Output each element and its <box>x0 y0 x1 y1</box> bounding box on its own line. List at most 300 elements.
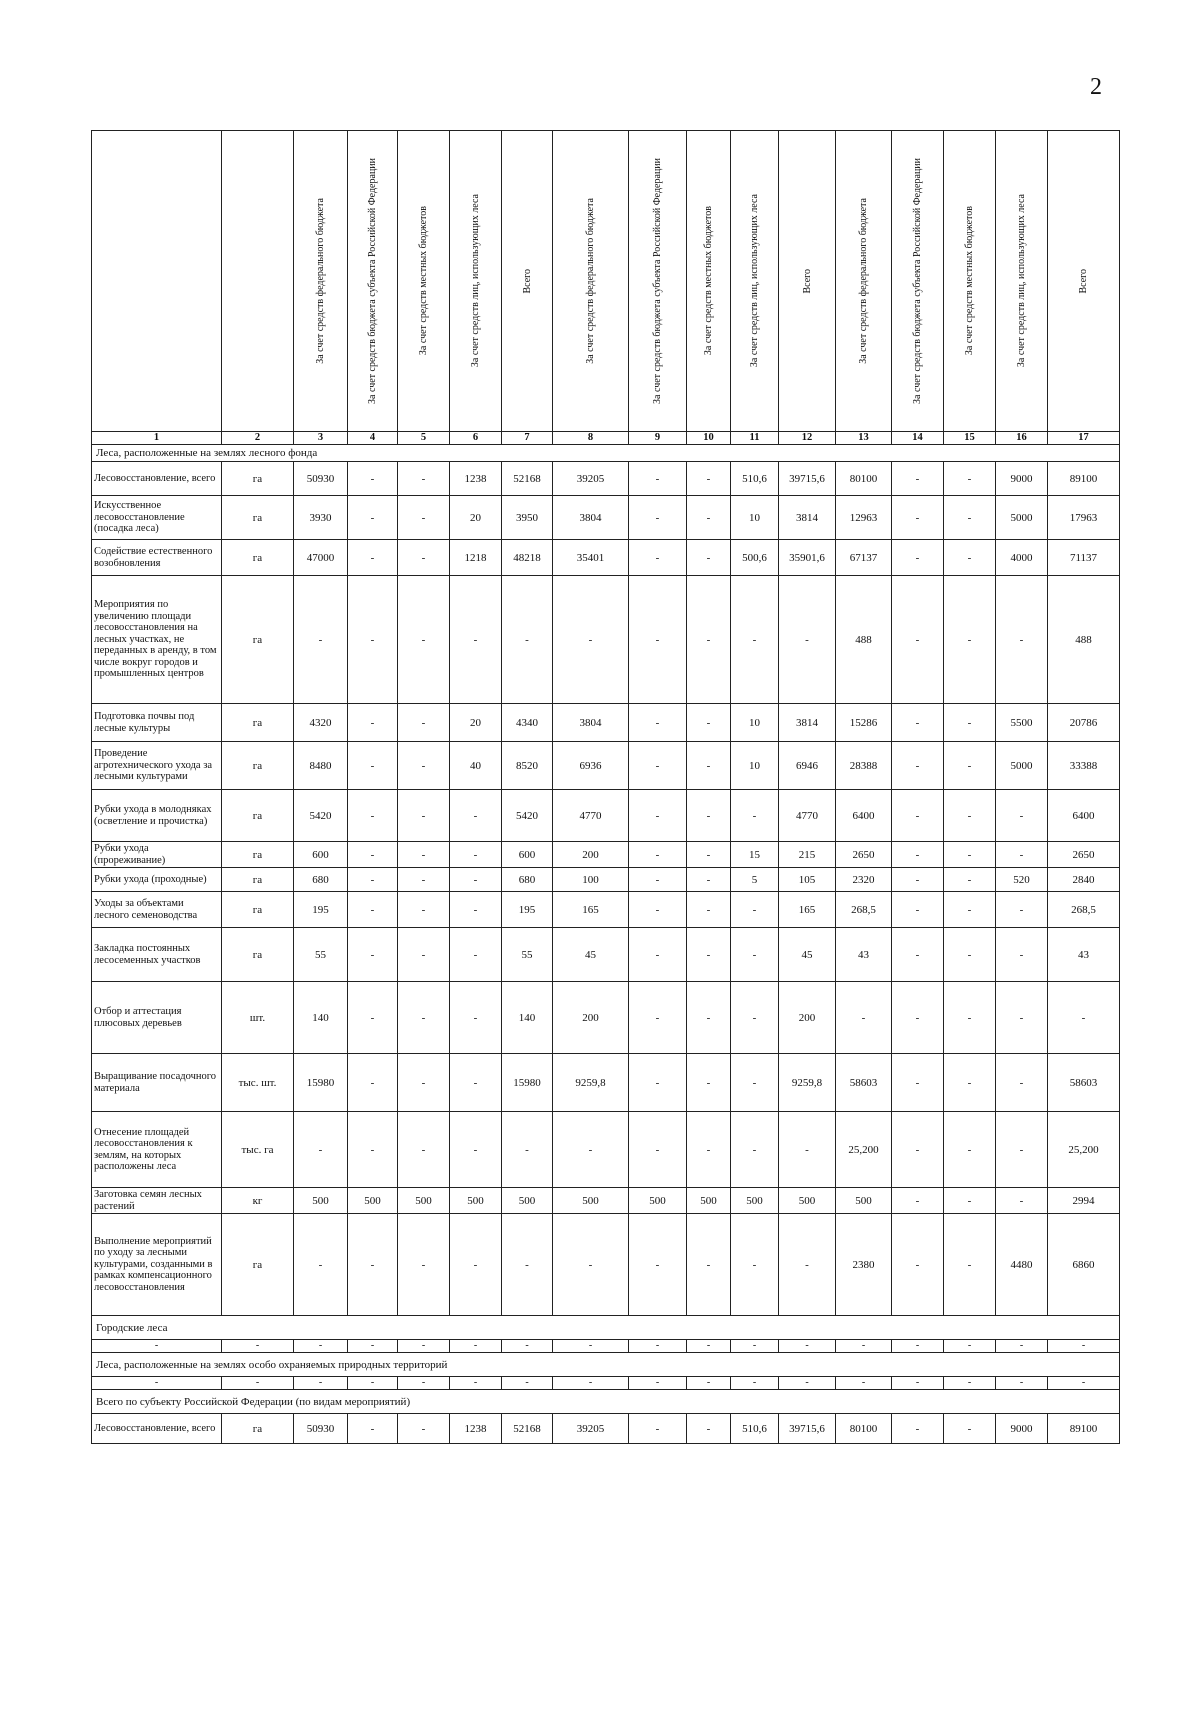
unit-cell: га <box>222 1214 294 1316</box>
value-cell: - <box>687 892 731 928</box>
value-cell: 89100 <box>1048 462 1120 496</box>
value-cell: 10 <box>731 496 779 540</box>
value-cell: 39205 <box>553 462 629 496</box>
value-cell: 500,6 <box>731 540 779 576</box>
section-row <box>92 1353 1120 1377</box>
dash-cell: - <box>92 1340 222 1353</box>
section-title: Леса, расположенные на землях лесного фонда <box>92 445 1120 462</box>
value-cell: - <box>944 842 996 868</box>
unit-cell: га <box>222 496 294 540</box>
value-cell: 5000 <box>996 742 1048 790</box>
value-cell: 500 <box>553 1188 629 1214</box>
header-cell: За счет средств бюджета субъекта Российской Федерации <box>348 131 398 432</box>
value-cell: 15 <box>731 842 779 868</box>
value-cell: 105 <box>779 868 836 892</box>
value-cell: - <box>944 892 996 928</box>
column-number: 6 <box>450 432 502 445</box>
value-cell: - <box>629 496 687 540</box>
value-cell: 3814 <box>779 496 836 540</box>
unit-cell: шт. <box>222 982 294 1054</box>
value-cell: - <box>892 790 944 842</box>
table-row <box>92 1112 1120 1188</box>
value-cell: 9000 <box>996 1414 1048 1444</box>
column-number: 4 <box>348 432 398 445</box>
value-cell: 50930 <box>294 462 348 496</box>
value-cell: - <box>687 1112 731 1188</box>
dash-cell: - <box>779 1340 836 1353</box>
value-cell: - <box>731 1214 779 1316</box>
unit-cell: га <box>222 790 294 842</box>
table-row <box>92 790 1120 842</box>
column-number: 11 <box>731 432 779 445</box>
value-cell: - <box>629 1112 687 1188</box>
value-cell: 500 <box>779 1188 836 1214</box>
value-cell: 510,6 <box>731 462 779 496</box>
section-row <box>92 1316 1120 1340</box>
value-cell: 100 <box>553 868 629 892</box>
header-cell: За счет средств лиц, использующих леса <box>731 131 779 432</box>
activity-name: Лесовосстановление, всего <box>92 462 222 496</box>
value-cell: 12963 <box>836 496 892 540</box>
unit-cell: га <box>222 576 294 704</box>
value-cell: 500 <box>294 1188 348 1214</box>
value-cell: 15980 <box>502 1054 553 1112</box>
value-cell: 33388 <box>1048 742 1120 790</box>
dash-cell: - <box>629 1377 687 1390</box>
column-number: 8 <box>553 432 629 445</box>
value-cell: 4480 <box>996 1214 1048 1316</box>
table-body <box>92 445 1120 1444</box>
value-cell: 200 <box>779 982 836 1054</box>
value-cell: - <box>502 576 553 704</box>
value-cell: - <box>892 576 944 704</box>
activity-name: Лесовосстановление, всего <box>92 1414 222 1444</box>
dash-cell: - <box>779 1377 836 1390</box>
activity-name: Подготовка почвы под лесные культуры <box>92 704 222 742</box>
activity-name: Рубки ухода (проходные) <box>92 868 222 892</box>
table-row <box>92 842 1120 868</box>
value-cell: 28388 <box>836 742 892 790</box>
section-title: Городские леса <box>92 1316 1120 1340</box>
value-cell: - <box>629 1414 687 1444</box>
value-cell: - <box>348 540 398 576</box>
value-cell: - <box>629 982 687 1054</box>
section-row <box>92 445 1120 462</box>
activity-name: Отнесение площадей лесовосстановления к землям, на которых расположены леса <box>92 1112 222 1188</box>
value-cell: 6400 <box>836 790 892 842</box>
header-cell <box>92 131 222 432</box>
unit-cell: га <box>222 868 294 892</box>
value-cell: 20786 <box>1048 704 1120 742</box>
value-cell: 488 <box>836 576 892 704</box>
value-cell: 4770 <box>553 790 629 842</box>
dash-cell: - <box>553 1340 629 1353</box>
value-cell: 500 <box>502 1188 553 1214</box>
value-cell: - <box>398 576 450 704</box>
table-row <box>92 1414 1120 1444</box>
value-cell: - <box>944 790 996 842</box>
value-cell: - <box>398 842 450 868</box>
value-cell: - <box>1048 982 1120 1054</box>
value-cell: - <box>892 1188 944 1214</box>
value-cell: 20 <box>450 704 502 742</box>
value-cell: - <box>348 462 398 496</box>
value-cell: - <box>892 704 944 742</box>
table-row <box>92 868 1120 892</box>
value-cell: - <box>348 1214 398 1316</box>
value-cell: - <box>687 576 731 704</box>
activity-name: Рубки ухода (прореживание) <box>92 842 222 868</box>
value-cell: 43 <box>1048 928 1120 982</box>
unit-cell: кг <box>222 1188 294 1214</box>
value-cell: - <box>398 892 450 928</box>
column-number: 9 <box>629 432 687 445</box>
value-cell: 3930 <box>294 496 348 540</box>
value-cell: - <box>450 842 502 868</box>
value-cell: 4770 <box>779 790 836 842</box>
value-cell: - <box>348 868 398 892</box>
value-cell: 268,5 <box>1048 892 1120 928</box>
section-row <box>92 1390 1120 1414</box>
header-cell: За счет средств лиц, использующих леса <box>450 131 502 432</box>
value-cell: - <box>779 1214 836 1316</box>
value-cell: 10 <box>731 704 779 742</box>
column-number: 15 <box>944 432 996 445</box>
value-cell: - <box>294 1112 348 1188</box>
dash-cell: - <box>731 1340 779 1353</box>
value-cell: 39715,6 <box>779 462 836 496</box>
value-cell: 20 <box>450 496 502 540</box>
value-cell: - <box>944 1214 996 1316</box>
column-number: 7 <box>502 432 553 445</box>
table-row <box>92 704 1120 742</box>
value-cell: - <box>892 462 944 496</box>
value-cell: - <box>944 462 996 496</box>
value-cell: 35901,6 <box>779 540 836 576</box>
value-cell: 5000 <box>996 496 1048 540</box>
value-cell: - <box>892 742 944 790</box>
dash-cell: - <box>996 1377 1048 1390</box>
activity-name: Рубки ухода в молодняках (осветление и прочистка) <box>92 790 222 842</box>
value-cell: 215 <box>779 842 836 868</box>
value-cell: - <box>450 982 502 1054</box>
value-cell: - <box>996 1112 1048 1188</box>
activity-name: Проведение агротехнического ухода за лесными культурами <box>92 742 222 790</box>
value-cell: - <box>944 1414 996 1444</box>
unit-cell: га <box>222 742 294 790</box>
value-cell: - <box>629 892 687 928</box>
value-cell: 4340 <box>502 704 553 742</box>
dash-cell: - <box>731 1377 779 1390</box>
table-row <box>92 928 1120 982</box>
section-title: Леса, расположенные на землях особо охраняемых природных территорий <box>92 1353 1120 1377</box>
value-cell: 500 <box>836 1188 892 1214</box>
value-cell: - <box>687 868 731 892</box>
value-cell: - <box>687 704 731 742</box>
value-cell: 2380 <box>836 1214 892 1316</box>
column-number: 3 <box>294 432 348 445</box>
dash-cell: - <box>92 1377 222 1390</box>
table-row <box>92 576 1120 704</box>
column-number: 12 <box>779 432 836 445</box>
value-cell: - <box>294 576 348 704</box>
value-cell: 2840 <box>1048 868 1120 892</box>
column-number: 14 <box>892 432 944 445</box>
value-cell: - <box>398 540 450 576</box>
value-cell: 2650 <box>836 842 892 868</box>
value-cell: - <box>398 1414 450 1444</box>
dash-cell: - <box>687 1340 731 1353</box>
unit-cell: га <box>222 892 294 928</box>
value-cell: - <box>687 928 731 982</box>
value-cell: - <box>629 540 687 576</box>
value-cell: - <box>450 892 502 928</box>
value-cell: - <box>398 742 450 790</box>
value-cell: - <box>944 742 996 790</box>
value-cell: 500 <box>629 1188 687 1214</box>
value-cell: - <box>348 842 398 868</box>
value-cell: 5420 <box>502 790 553 842</box>
value-cell: 67137 <box>836 540 892 576</box>
value-cell: 600 <box>294 842 348 868</box>
value-cell: 5 <box>731 868 779 892</box>
value-cell: - <box>294 1214 348 1316</box>
value-cell: 165 <box>779 892 836 928</box>
value-cell: - <box>398 462 450 496</box>
value-cell: 510,6 <box>731 1414 779 1444</box>
value-cell: - <box>892 868 944 892</box>
value-cell: 680 <box>502 868 553 892</box>
value-cell: - <box>687 1054 731 1112</box>
value-cell: - <box>398 928 450 982</box>
table-row <box>92 982 1120 1054</box>
value-cell: - <box>450 868 502 892</box>
value-cell: - <box>996 892 1048 928</box>
dash-cell: - <box>687 1377 731 1390</box>
value-cell: 3804 <box>553 704 629 742</box>
value-cell: 8520 <box>502 742 553 790</box>
value-cell: 500 <box>398 1188 450 1214</box>
dash-cell: - <box>222 1340 294 1353</box>
value-cell: - <box>996 576 1048 704</box>
value-cell: - <box>836 982 892 1054</box>
value-cell: - <box>944 496 996 540</box>
value-cell: 2994 <box>1048 1188 1120 1214</box>
value-cell: - <box>629 790 687 842</box>
dash-cell: - <box>450 1340 502 1353</box>
value-cell: - <box>944 982 996 1054</box>
value-cell: - <box>731 892 779 928</box>
value-cell: 200 <box>553 982 629 1054</box>
header-cell: За счет средств федерального бюджета <box>294 131 348 432</box>
dash-cell: - <box>348 1340 398 1353</box>
value-cell: - <box>553 1112 629 1188</box>
dash-cell: - <box>836 1340 892 1353</box>
value-cell: 48218 <box>502 540 553 576</box>
value-cell: - <box>996 790 1048 842</box>
value-cell: 9259,8 <box>553 1054 629 1112</box>
value-cell: - <box>629 576 687 704</box>
value-cell: 140 <box>502 982 553 1054</box>
dash-cell: - <box>502 1377 553 1390</box>
value-cell: - <box>687 982 731 1054</box>
column-number: 13 <box>836 432 892 445</box>
value-cell: 39715,6 <box>779 1414 836 1444</box>
value-cell: - <box>348 982 398 1054</box>
value-cell: - <box>450 1214 502 1316</box>
empty-row <box>92 1340 1120 1353</box>
value-cell: - <box>502 1112 553 1188</box>
value-cell: - <box>348 1414 398 1444</box>
dash-cell: - <box>398 1377 450 1390</box>
value-cell: - <box>892 842 944 868</box>
value-cell: 6946 <box>779 742 836 790</box>
value-cell: 2320 <box>836 868 892 892</box>
unit-cell: га <box>222 540 294 576</box>
dash-cell: - <box>398 1340 450 1353</box>
column-number-row <box>92 432 1120 445</box>
empty-row <box>92 1377 1120 1390</box>
value-cell: - <box>398 496 450 540</box>
value-cell: - <box>944 540 996 576</box>
value-cell: - <box>779 1112 836 1188</box>
value-cell: 600 <box>502 842 553 868</box>
dash-cell: - <box>629 1340 687 1353</box>
value-cell: - <box>629 704 687 742</box>
value-cell: 6936 <box>553 742 629 790</box>
value-cell: 55 <box>502 928 553 982</box>
unit-cell: га <box>222 928 294 982</box>
value-cell: 2650 <box>1048 842 1120 868</box>
activity-name: Уходы за объектами лесного семеноводства <box>92 892 222 928</box>
header-cell: За счет средств лиц, использующих леса <box>996 131 1048 432</box>
value-cell: - <box>687 462 731 496</box>
value-cell: 500 <box>450 1188 502 1214</box>
value-cell: 3814 <box>779 704 836 742</box>
value-cell: - <box>687 1414 731 1444</box>
value-cell: - <box>944 868 996 892</box>
header-cell: За счет средств местных бюджетов <box>944 131 996 432</box>
value-cell: 195 <box>294 892 348 928</box>
value-cell: - <box>687 1214 731 1316</box>
value-cell: 1238 <box>450 1414 502 1444</box>
value-cell: - <box>996 1188 1048 1214</box>
header-row <box>92 131 1120 432</box>
value-cell: - <box>629 1054 687 1112</box>
value-cell: 15286 <box>836 704 892 742</box>
unit-cell: тыс. шт. <box>222 1054 294 1112</box>
dash-cell: - <box>222 1377 294 1390</box>
table-row <box>92 462 1120 496</box>
value-cell: - <box>892 892 944 928</box>
unit-cell: га <box>222 462 294 496</box>
value-cell: 25,200 <box>836 1112 892 1188</box>
dash-cell: - <box>944 1377 996 1390</box>
dash-cell: - <box>450 1377 502 1390</box>
table-row <box>92 1214 1120 1316</box>
dash-cell: - <box>944 1340 996 1353</box>
value-cell: - <box>398 1214 450 1316</box>
value-cell: - <box>944 1054 996 1112</box>
value-cell: - <box>996 928 1048 982</box>
activity-name: Отбор и аттестация плюсовых деревьев <box>92 982 222 1054</box>
value-cell: 6860 <box>1048 1214 1120 1316</box>
value-cell: - <box>450 928 502 982</box>
header-cell: Всего <box>502 131 553 432</box>
table-row <box>92 496 1120 540</box>
section-title: Всего по субъекту Российской Федерации (по видам мероприятий) <box>92 1390 1120 1414</box>
value-cell: 50930 <box>294 1414 348 1444</box>
value-cell: 58603 <box>836 1054 892 1112</box>
value-cell: - <box>398 704 450 742</box>
header-cell: Всего <box>779 131 836 432</box>
value-cell: 52168 <box>502 462 553 496</box>
value-cell: - <box>687 496 731 540</box>
activity-name: Искусственное лесовосстановление (посадка леса) <box>92 496 222 540</box>
value-cell: 500 <box>731 1188 779 1214</box>
value-cell: - <box>996 1054 1048 1112</box>
value-cell: 195 <box>502 892 553 928</box>
value-cell: - <box>731 790 779 842</box>
value-cell: - <box>944 704 996 742</box>
dash-cell: - <box>502 1340 553 1353</box>
value-cell: 55 <box>294 928 348 982</box>
value-cell: 10 <box>731 742 779 790</box>
value-cell: 17963 <box>1048 496 1120 540</box>
value-cell: 200 <box>553 842 629 868</box>
value-cell: 4000 <box>996 540 1048 576</box>
value-cell: - <box>629 1214 687 1316</box>
value-cell: - <box>731 1112 779 1188</box>
header-cell: За счет средств федерального бюджета <box>553 131 629 432</box>
value-cell: - <box>779 576 836 704</box>
value-cell: - <box>731 576 779 704</box>
value-cell: 8480 <box>294 742 348 790</box>
value-cell: - <box>629 462 687 496</box>
reforestation-table-container <box>91 130 1120 1444</box>
value-cell: 140 <box>294 982 348 1054</box>
value-cell: - <box>687 540 731 576</box>
value-cell: 6400 <box>1048 790 1120 842</box>
value-cell: - <box>731 982 779 1054</box>
value-cell: - <box>629 928 687 982</box>
value-cell: - <box>450 1054 502 1112</box>
value-cell: - <box>348 496 398 540</box>
value-cell: - <box>629 842 687 868</box>
value-cell: - <box>398 790 450 842</box>
value-cell: 35401 <box>553 540 629 576</box>
dash-cell: - <box>294 1377 348 1390</box>
reforestation-table <box>91 130 1120 1444</box>
header-cell: За счет средств бюджета субъекта Российской Федерации <box>892 131 944 432</box>
value-cell: - <box>996 982 1048 1054</box>
value-cell: 15980 <box>294 1054 348 1112</box>
header-cell: Всего <box>1048 131 1120 432</box>
value-cell: - <box>450 576 502 704</box>
dash-cell: - <box>553 1377 629 1390</box>
value-cell: 43 <box>836 928 892 982</box>
value-cell: 71137 <box>1048 540 1120 576</box>
value-cell: - <box>944 1112 996 1188</box>
value-cell: - <box>687 842 731 868</box>
activity-name: Выполнение мероприятий по уходу за лесными культурами, созданными в рамках компенсационного лесовосстановления <box>92 1214 222 1316</box>
value-cell: - <box>398 1054 450 1112</box>
header-cell: За счет средств местных бюджетов <box>687 131 731 432</box>
dash-cell: - <box>996 1340 1048 1353</box>
value-cell: - <box>944 576 996 704</box>
value-cell: - <box>348 1054 398 1112</box>
dash-cell: - <box>892 1340 944 1353</box>
